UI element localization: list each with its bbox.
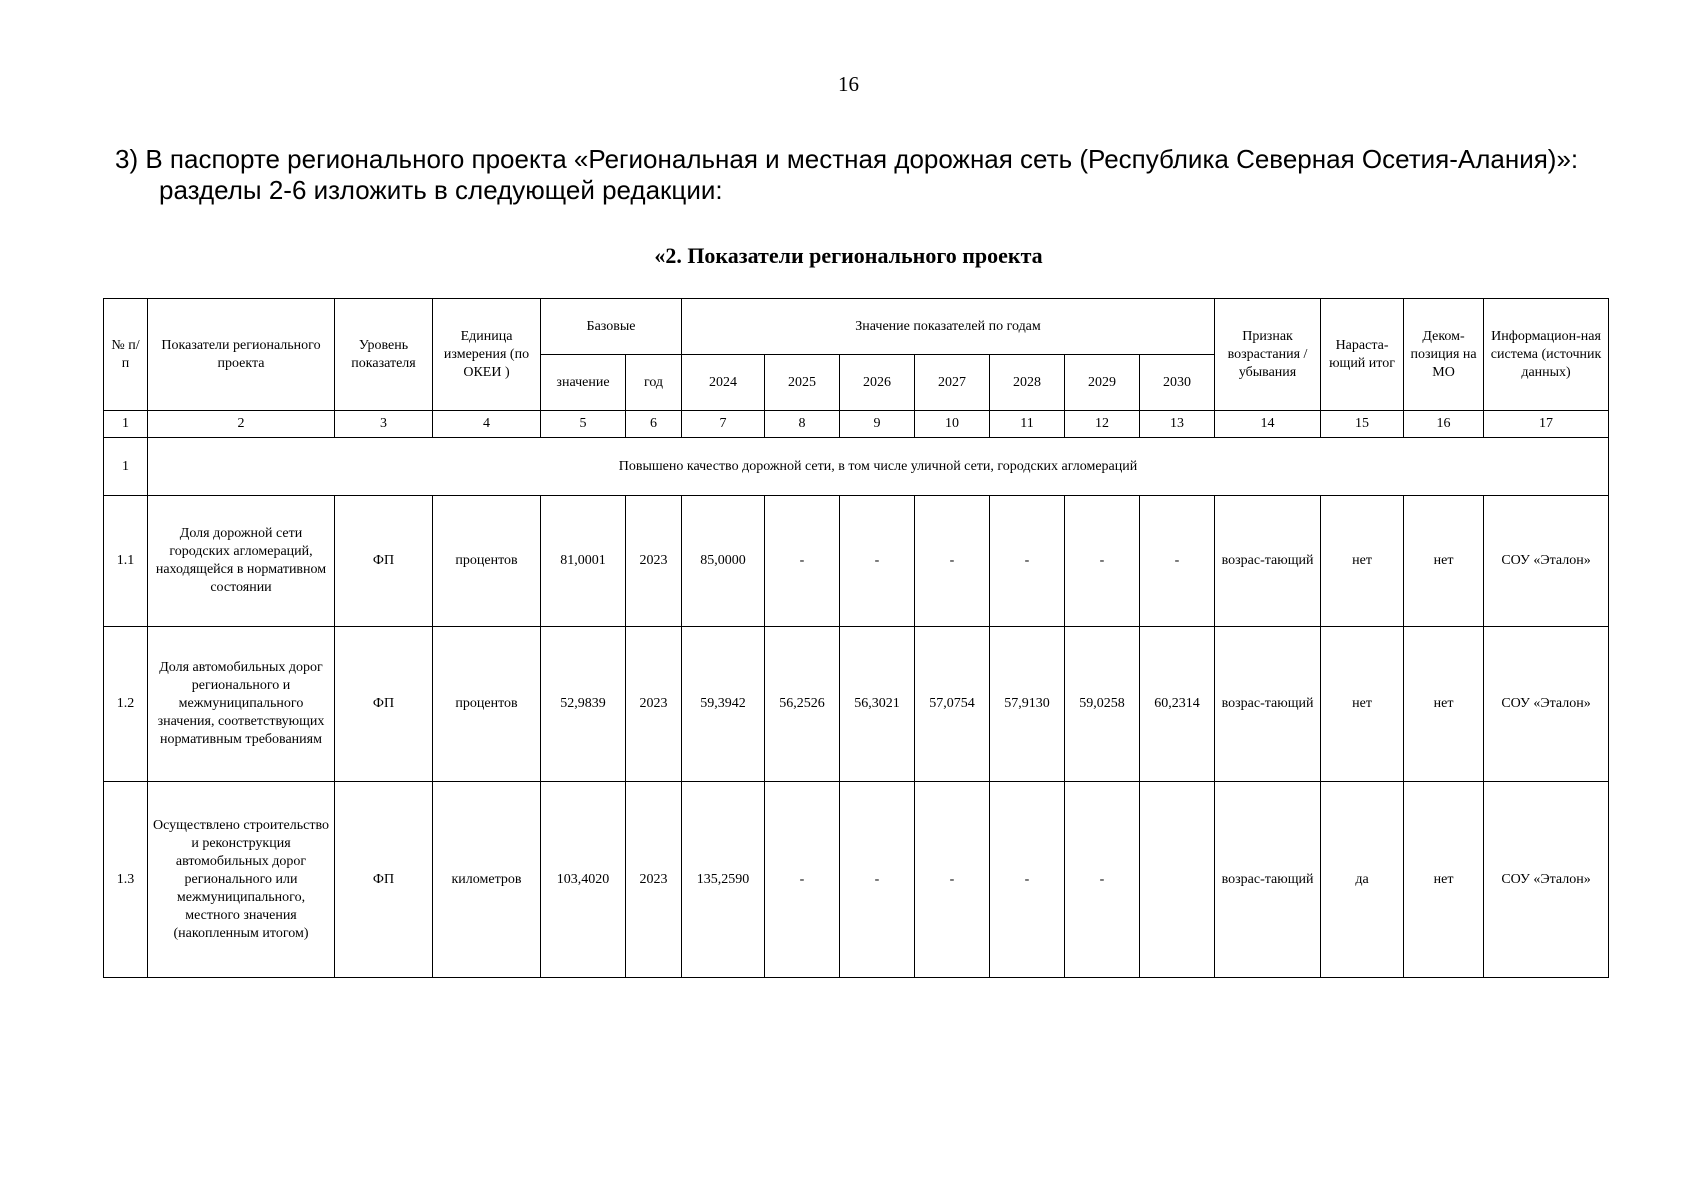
header-by-years: Значение показателей по годам [682, 299, 1215, 355]
row-num: 1.1 [104, 496, 148, 627]
row-year-value: - [1065, 782, 1140, 978]
row-year-value: - [915, 782, 990, 978]
row-cumulative: нет [1321, 496, 1404, 627]
row-unit: процентов [433, 627, 541, 782]
column-number-row [104, 411, 1609, 438]
row-year-value: - [915, 496, 990, 627]
intro-line-1: 3) В паспорте регионального проекта «Региональная и местная дорожная сеть (Республика Северная Осетия-Алания)»: [115, 144, 1579, 174]
row-info-system: СОУ «Эталон» [1484, 627, 1609, 782]
row-base-year: 2023 [626, 496, 682, 627]
indicators-table [103, 298, 1609, 978]
header-unit: Единица измерения (по ОКЕИ ) [433, 299, 541, 411]
row-year-value: - [840, 496, 915, 627]
row-num: 1.3 [104, 782, 148, 978]
header-year: 2028 [990, 355, 1065, 411]
goal-row [104, 438, 1609, 496]
row-year-value: 85,0000 [682, 496, 765, 627]
intro-paragraph [115, 144, 1595, 206]
header-base: Базовые [541, 299, 682, 355]
row-year-value [1140, 782, 1215, 978]
row-year-value: - [765, 496, 840, 627]
row-decomposition: нет [1404, 782, 1484, 978]
header-trend: Признак возрастания / убывания [1215, 299, 1321, 411]
column-number: 15 [1321, 411, 1404, 438]
row-year-value: - [990, 496, 1065, 627]
header-base-value: значение [541, 355, 626, 411]
row-info-system: СОУ «Эталон» [1484, 782, 1609, 978]
row-year-value: - [990, 782, 1065, 978]
row-level: ФП [335, 627, 433, 782]
row-unit: километров [433, 782, 541, 978]
row-base-value: 81,0001 [541, 496, 626, 627]
row-trend: возрас-тающий [1215, 627, 1321, 782]
column-number: 12 [1065, 411, 1140, 438]
goal-num: 1 [104, 438, 148, 496]
column-number: 2 [148, 411, 335, 438]
row-unit: процентов [433, 496, 541, 627]
goal-text: Повышено качество дорожной сети, в том числе уличной сети, городских агломераций [148, 438, 1609, 496]
column-number: 7 [682, 411, 765, 438]
row-level: ФП [335, 782, 433, 978]
header-level: Уровень показателя [335, 299, 433, 411]
row-year-value: 57,0754 [915, 627, 990, 782]
row-level: ФП [335, 496, 433, 627]
table-row [104, 782, 1609, 978]
row-year-value: 135,2590 [682, 782, 765, 978]
header-year: 2024 [682, 355, 765, 411]
header-info-system: Информацион-ная система (источник данных) [1484, 299, 1609, 411]
row-cumulative: да [1321, 782, 1404, 978]
row-year-value: 57,9130 [990, 627, 1065, 782]
header-year: 2026 [840, 355, 915, 411]
header-year: 2025 [765, 355, 840, 411]
table-row [104, 496, 1609, 627]
row-year-value: - [1065, 496, 1140, 627]
row-year-value: - [840, 782, 915, 978]
column-number: 9 [840, 411, 915, 438]
header-num: № п/п [104, 299, 148, 411]
row-decomposition: нет [1404, 627, 1484, 782]
column-number: 5 [541, 411, 626, 438]
column-number: 17 [1484, 411, 1609, 438]
row-trend: возрас-тающий [1215, 496, 1321, 627]
header-year: 2027 [915, 355, 990, 411]
header-year: 2030 [1140, 355, 1215, 411]
column-number: 1 [104, 411, 148, 438]
row-year-value: - [1140, 496, 1215, 627]
row-base-value: 52,9839 [541, 627, 626, 782]
row-base-year: 2023 [626, 627, 682, 782]
row-info-system: СОУ «Эталон» [1484, 496, 1609, 627]
column-number: 16 [1404, 411, 1484, 438]
row-year-value: 60,2314 [1140, 627, 1215, 782]
row-num: 1.2 [104, 627, 148, 782]
column-number: 4 [433, 411, 541, 438]
row-indicator-name: Осуществлено строительство и реконструкция автомобильных дорог регионального или межмуниципального, местного значения (накопленным итогом) [148, 782, 335, 978]
row-indicator-name: Доля автомобильных дорог регионального и межмуниципального значения, соответствующих нормативным требованиям [148, 627, 335, 782]
header-indicator: Показатели регионального проекта [148, 299, 335, 411]
table-row [104, 627, 1609, 782]
header-base-year: год [626, 355, 682, 411]
row-indicator-name: Доля дорожной сети городских агломераций, находящейся в нормативном состоянии [148, 496, 335, 627]
row-year-value: 59,0258 [1065, 627, 1140, 782]
column-number: 8 [765, 411, 840, 438]
header-year: 2029 [1065, 355, 1140, 411]
column-number: 11 [990, 411, 1065, 438]
row-base-value: 103,4020 [541, 782, 626, 978]
header-cumulative: Нараста-ющий итог [1321, 299, 1404, 411]
row-year-value: - [765, 782, 840, 978]
row-cumulative: нет [1321, 627, 1404, 782]
column-number: 10 [915, 411, 990, 438]
row-year-value: 59,3942 [682, 627, 765, 782]
column-number: 13 [1140, 411, 1215, 438]
row-decomposition: нет [1404, 496, 1484, 627]
row-trend: возрас-тающий [1215, 782, 1321, 978]
page-number: 16 [838, 72, 859, 96]
intro-line-2: разделы 2-6 изложить в следующей редакции: [159, 175, 723, 205]
row-year-value: 56,2526 [765, 627, 840, 782]
section-title: «2. Показатели регионального проекта [654, 243, 1043, 268]
column-number: 6 [626, 411, 682, 438]
row-year-value: 56,3021 [840, 627, 915, 782]
row-base-year: 2023 [626, 782, 682, 978]
header-decomposition: Деком-позиция на МО [1404, 299, 1484, 411]
column-number: 14 [1215, 411, 1321, 438]
column-number: 3 [335, 411, 433, 438]
